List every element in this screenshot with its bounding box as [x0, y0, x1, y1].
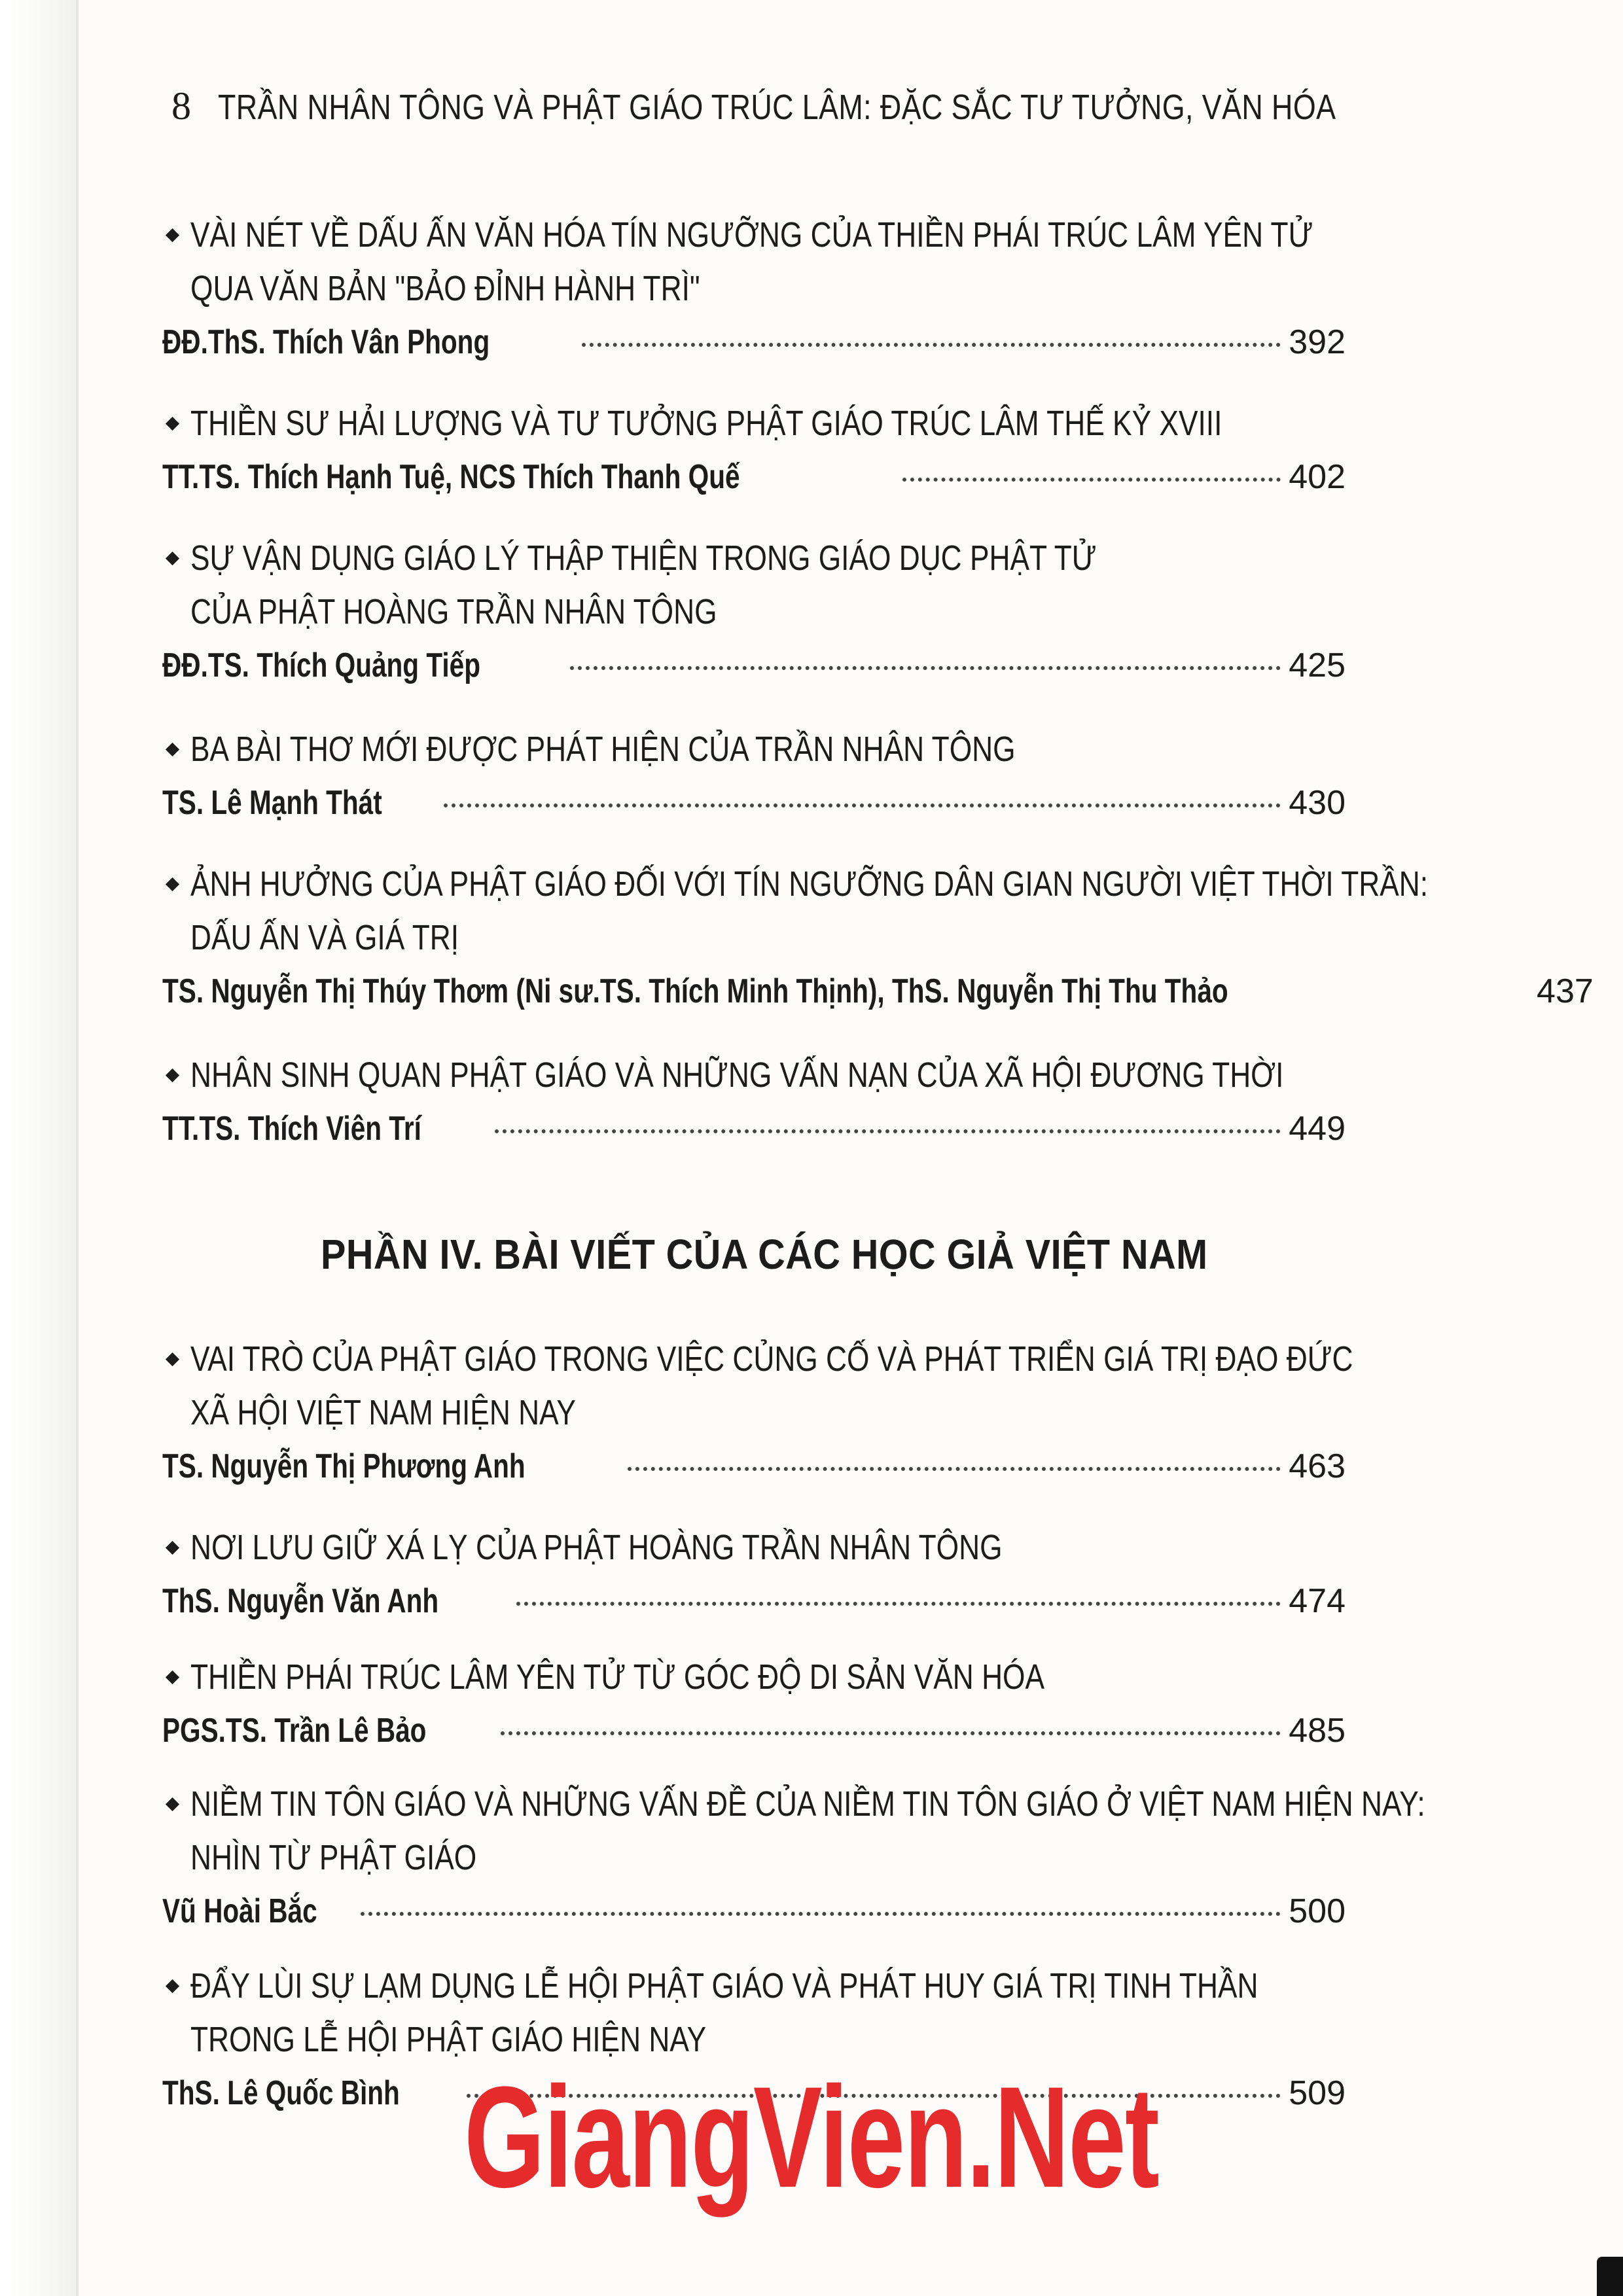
toc-entry [162, 208, 1346, 369]
entry-author: TS. Nguyễn Thị Thúy Thơm (Ni sư.TS. Thích Minh Thịnh), ThS. Nguyễn Thị Thu Thảo [162, 972, 1228, 1010]
dot-leader [582, 343, 1281, 347]
diamond-bullet-icon [166, 877, 179, 891]
dot-leader [628, 1467, 1281, 1471]
entry-title-cont: NHÌN TỪ PHẬT GIÁO [190, 1838, 477, 1877]
entry-author: ĐĐ.TS. Thích Quảng Tiếp [162, 646, 480, 684]
running-header-title: TRẦN NHÂN TÔNG VÀ PHẬT GIÁO TRÚC LÂM: ĐẶC SẮC TƯ TƯỞNG, VĂN HÓA [217, 88, 1336, 127]
page-corner-mark [1597, 2257, 1623, 2296]
entry-page: 474 [1289, 1582, 1346, 1620]
section-heading: PHẦN IV. BÀI VIẾT CỦA CÁC HỌC GIẢ VIỆT NAM [321, 1231, 1208, 1278]
entry-title: SỰ VẬN DỤNG GIÁO LÝ THẬP THIỆN TRONG GIÁO DỤC PHẬT TỬ [190, 539, 1097, 578]
entry-page: 437 [1537, 972, 1594, 1010]
entry-title: NHÂN SINH QUAN PHẬT GIÁO VÀ NHỮNG VẤN NẠN CỦA XÃ HỘI ĐƯƠNG THỜI [190, 1055, 1284, 1095]
entry-title: VÀI NÉT VỀ DẤU ẤN VĂN HÓA TÍN NGƯỠNG CỦA THIỀN PHÁI TRÚC LÂM YÊN TỬ [190, 215, 1313, 255]
diamond-bullet-icon [166, 1797, 179, 1810]
entry-title-cont: CỦA PHẬT HOÀNG TRẦN NHÂN TÔNG [190, 592, 717, 631]
diamond-bullet-icon [166, 1068, 179, 1082]
entry-page: 485 [1289, 1712, 1346, 1750]
gutter-line [76, 0, 79, 2296]
toc-entry [162, 397, 1346, 504]
diamond-bullet-icon [166, 1979, 179, 1992]
running-header [171, 84, 1349, 136]
page-number: 8 [171, 84, 192, 128]
dot-leader [444, 804, 1281, 807]
entry-title-cont: TRONG LỄ HỘI PHẬT GIÁO HIỆN NAY [190, 2020, 707, 2059]
dot-leader [516, 1602, 1281, 1606]
dot-leader [902, 478, 1281, 482]
entry-author: ThS. Nguyễn Văn Anh [162, 1582, 439, 1620]
entry-title-cont: XÃ HỘI VIỆT NAM HIỆN NAY [190, 1393, 576, 1432]
entry-title: THIỀN PHÁI TRÚC LÂM YÊN TỬ TỪ GÓC ĐỘ DI SẢN VĂN HÓA [190, 1657, 1045, 1697]
dot-leader [570, 666, 1281, 670]
page-gutter [0, 0, 77, 2296]
toc-entry [162, 1521, 1346, 1628]
toc-entry [162, 857, 1594, 1018]
entry-title: ẢNH HƯỞNG CỦA PHẬT GIÁO ĐỐI VỚI TÍN NGƯỠNG DÂN GIAN NGƯỜI VIỆT THỜI TRẦN: [190, 864, 1429, 904]
watermark [0, 2055, 1623, 2220]
entry-page: 402 [1289, 458, 1346, 496]
entry-title: ĐẨY LÙI SỰ LẠM DỤNG LỄ HỘI PHẬT GIÁO VÀ PHÁT HUY GIÁ TRỊ TINH THẦN [190, 1966, 1258, 2005]
entry-title: NIỀM TIN TÔN GIÁO VÀ NHỮNG VẤN ĐỀ CỦA NIỀM TIN TÔN GIÁO Ở VIỆT NAM HIỆN NAY: [190, 1784, 1425, 1824]
diamond-bullet-icon [166, 1670, 179, 1684]
diamond-bullet-icon [166, 551, 179, 565]
diamond-bullet-icon [166, 1540, 179, 1554]
dot-leader [361, 1912, 1281, 1916]
entry-author: TT.TS. Thích Viên Trí [162, 1110, 421, 1148]
entry-page: 509 [1289, 2074, 1346, 2112]
entry-author: PGS.TS. Trần Lê Bảo [162, 1712, 427, 1750]
toc-entry [162, 1332, 1353, 1493]
watermark-text: GiangVien.Net [464, 2057, 1159, 2217]
entry-title: BA BÀI THƠ MỚI ĐƯỢC PHÁT HIỆN CỦA TRẦN NHÂN TÔNG [190, 730, 1016, 769]
toc-entry [162, 1650, 1346, 1757]
entry-page: 430 [1289, 784, 1346, 822]
entry-author: TS. Nguyễn Thị Phương Anh [162, 1447, 526, 1485]
entry-author: Vũ Hoài Bắc [162, 1892, 317, 1930]
toc-entry [162, 531, 1346, 692]
entry-page: 392 [1289, 323, 1346, 361]
dot-leader [495, 1129, 1281, 1133]
entry-title-cont: QUA VĂN BẢN "BẢO ĐỈNH HÀNH TRÌ" [190, 269, 700, 308]
diamond-bullet-icon [166, 416, 179, 430]
entry-page: 449 [1289, 1110, 1346, 1148]
toc-entry [162, 1048, 1346, 1156]
entry-author: TT.TS. Thích Hạnh Tuệ, NCS Thích Thanh Quế [162, 458, 740, 496]
diamond-bullet-icon [166, 742, 179, 756]
dot-leader [501, 1731, 1281, 1735]
toc-entry [162, 1777, 1425, 1938]
toc-entry [162, 722, 1346, 830]
entry-title-cont: DẤU ẤN VÀ GIÁ TRỊ [190, 918, 459, 957]
entry-title: NƠI LƯU GIỮ XÁ LỴ CỦA PHẬT HOÀNG TRẦN NHÂN TÔNG [190, 1528, 1003, 1567]
entry-title: THIỀN SƯ HẢI LƯỢNG VÀ TƯ TƯỞNG PHẬT GIÁO TRÚC LÂM THẾ KỶ XVIII [190, 404, 1222, 443]
entry-author: ThS. Lê Quốc Bình [162, 2074, 400, 2112]
entry-page: 425 [1289, 646, 1346, 684]
diamond-bullet-icon [166, 1352, 179, 1366]
entry-page: 500 [1289, 1892, 1346, 1930]
diamond-bullet-icon [166, 228, 179, 241]
entry-title: VAI TRÒ CỦA PHẬT GIÁO TRONG VIỆC CỦNG CỐ VÀ PHÁT TRIỂN GIÁ TRỊ ĐẠO ĐỨC [190, 1339, 1353, 1379]
entry-page: 463 [1289, 1447, 1346, 1485]
entry-author: ĐĐ.ThS. Thích Vân Phong [162, 323, 490, 361]
entry-author: TS. Lê Mạnh Thát [162, 784, 382, 822]
